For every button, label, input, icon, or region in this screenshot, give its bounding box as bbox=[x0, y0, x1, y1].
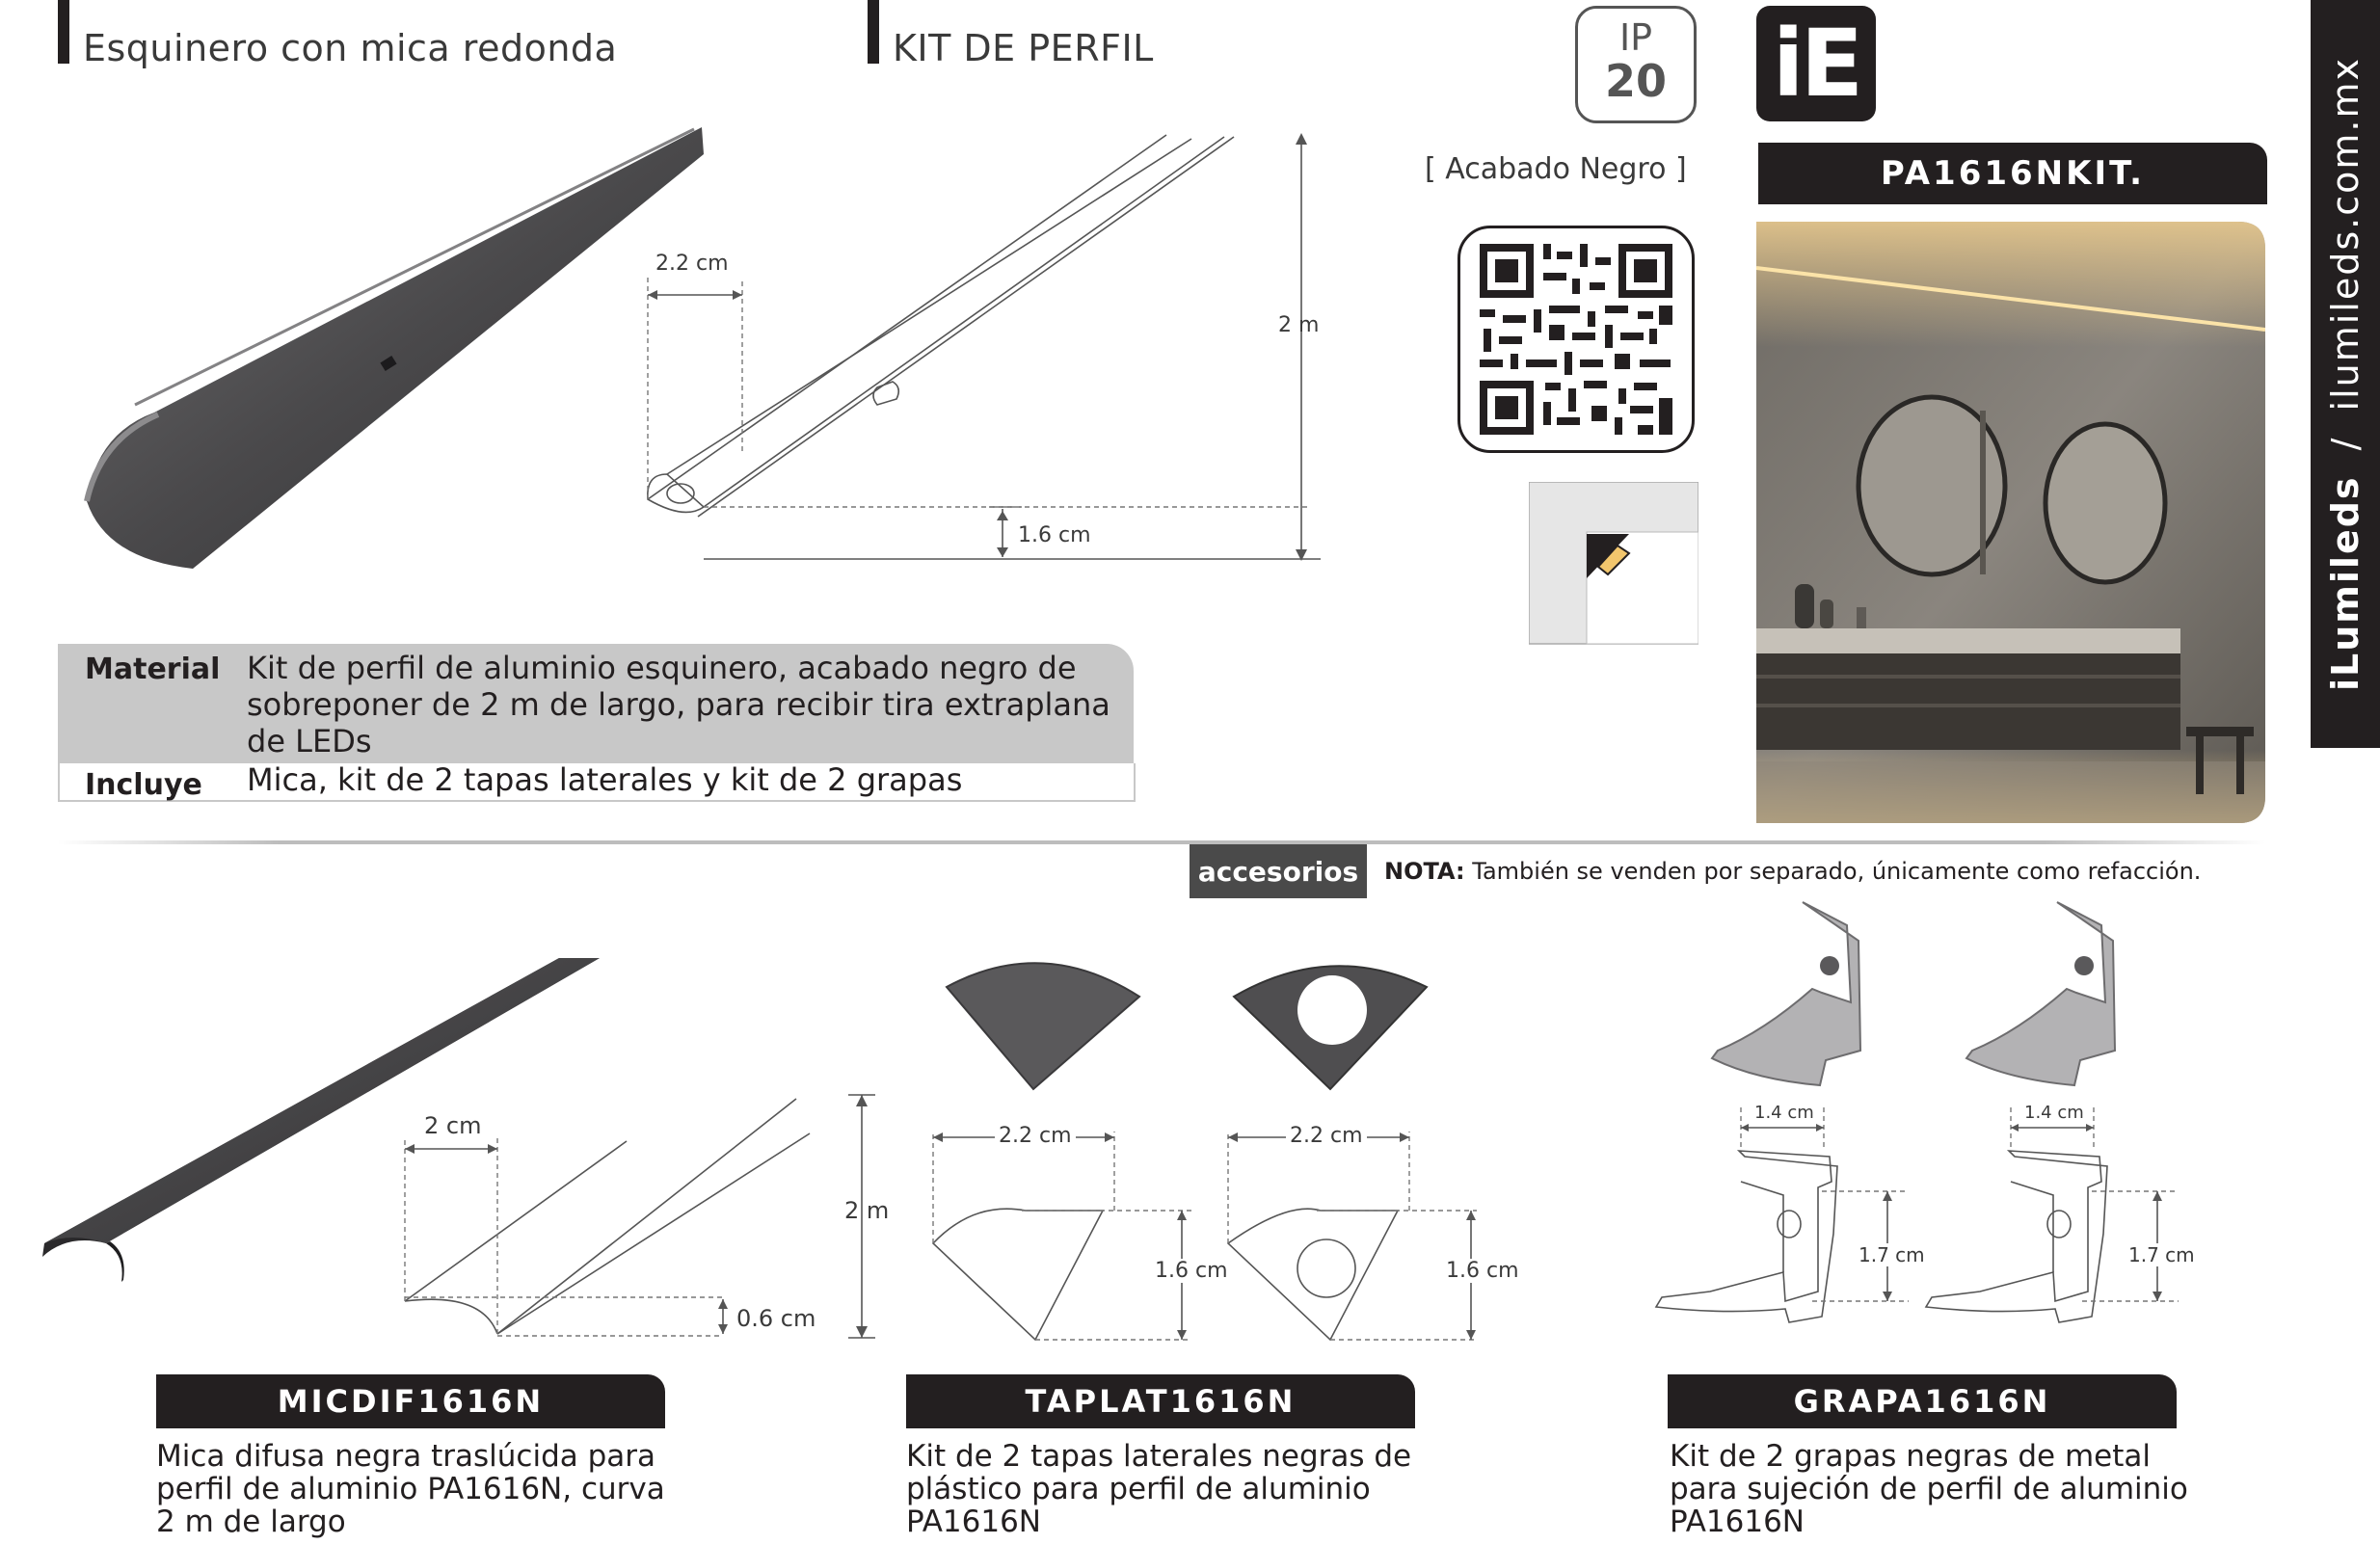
mica-dim-width: 2 cm bbox=[424, 1112, 482, 1139]
tapa-code: TAPLAT1616N bbox=[906, 1374, 1415, 1428]
side-brand-name: iLumileds bbox=[2324, 475, 2367, 691]
specs-table bbox=[58, 644, 1134, 802]
corner-install-diagram bbox=[1529, 482, 1698, 646]
grapa-drawing-b bbox=[1918, 1099, 2188, 1349]
brand-logo-text: iE bbox=[1772, 10, 1860, 118]
ip-value: 20 bbox=[1604, 55, 1667, 107]
side-brand-separator: / bbox=[2324, 436, 2367, 451]
grapa-render-b bbox=[1961, 896, 2192, 1089]
grapa-render-a bbox=[1706, 896, 1938, 1089]
mica-dimension-drawing bbox=[386, 1079, 890, 1369]
profile-dimension-drawing bbox=[617, 116, 1350, 578]
grapa-a-dim-width: 1.4 cm bbox=[1754, 1103, 1814, 1123]
note-text: También se venden por separado, únicamente como refacción. bbox=[1472, 858, 2202, 885]
qr-pattern-icon bbox=[1460, 228, 1692, 450]
title-bar-left bbox=[58, 0, 69, 64]
qr-code bbox=[1457, 226, 1695, 453]
accessories-label: accesorios bbox=[1190, 844, 1367, 898]
grapa-code: GRAPA1616N bbox=[1668, 1374, 2177, 1428]
mica-code: MICDIF1616N bbox=[156, 1374, 665, 1428]
grapa-b-dim-height: 1.7 cm bbox=[2128, 1243, 2195, 1266]
accessories-note bbox=[1384, 858, 2201, 885]
side-brand-url: ilumileds.com.mx bbox=[2324, 57, 2367, 412]
tapa-a-dim-width: 2.2 cm bbox=[995, 1124, 1076, 1148]
dim-height-main: 1.6 cm bbox=[1018, 523, 1091, 547]
grapa-b-dim-width: 1.4 cm bbox=[2024, 1103, 2084, 1123]
dim-length-main: 2 m bbox=[1278, 313, 1320, 337]
ip-badge bbox=[1575, 6, 1697, 123]
tapa-render-b bbox=[1224, 954, 1436, 1099]
ambient-photo bbox=[1756, 222, 2265, 823]
tapa-render-a bbox=[937, 954, 1149, 1099]
spec-value-includes: Mica, kit de 2 tapas laterales y kit de 2 grapas bbox=[247, 761, 963, 798]
tapa-b-dim-width: 2.2 cm bbox=[1286, 1124, 1367, 1148]
grapa-description: Kit de 2 grapas negras de metal para sujeción de perfil de aluminio PA1616N bbox=[1670, 1439, 2188, 1539]
ip-label: IP bbox=[1618, 16, 1653, 59]
right-title: KIT DE PERFIL bbox=[893, 27, 1154, 69]
spec-label-includes: Incluye bbox=[85, 768, 202, 802]
mica-dim-height: 0.6 cm bbox=[736, 1305, 816, 1332]
mica-dim-length: 2 m bbox=[844, 1197, 890, 1224]
grapa-drawing-a bbox=[1648, 1099, 1918, 1349]
brand-logo bbox=[1756, 6, 1876, 121]
tapa-description: Kit de 2 tapas laterales negras de plástico para perfil de aluminio PA1616N bbox=[906, 1439, 1412, 1539]
dim-width-main: 2.2 cm bbox=[655, 252, 729, 276]
product-code: PA1616NKIT. bbox=[1758, 143, 2267, 204]
tapa-drawing-b bbox=[1211, 1118, 1519, 1349]
side-brand-text bbox=[2324, 57, 2367, 691]
section-divider bbox=[58, 840, 2265, 844]
spec-value-material: Kit de perfil de aluminio esquinero, acabado negro de sobreponer de 2 m de largo, para recibir tira extraplana de LEDs bbox=[247, 650, 1110, 759]
tapa-drawing-a bbox=[916, 1118, 1224, 1349]
side-brand-strip bbox=[2311, 0, 2380, 748]
tapa-b-dim-height: 1.6 cm bbox=[1446, 1259, 1519, 1283]
mica-description: Mica difusa negra traslúcida para perfil de aluminio PA1616N, curva 2 m de largo bbox=[156, 1439, 665, 1539]
tapa-a-dim-height: 1.6 cm bbox=[1155, 1259, 1228, 1283]
title-bar-right bbox=[868, 0, 879, 64]
note-label: NOTA: bbox=[1384, 858, 1465, 885]
left-title: Esquinero con mica redonda bbox=[83, 27, 618, 69]
spec-label-material: Material bbox=[85, 653, 221, 686]
finish-label: [ Acabado Negro ] bbox=[1425, 152, 1687, 186]
grapa-a-dim-height: 1.7 cm bbox=[1859, 1243, 1925, 1266]
